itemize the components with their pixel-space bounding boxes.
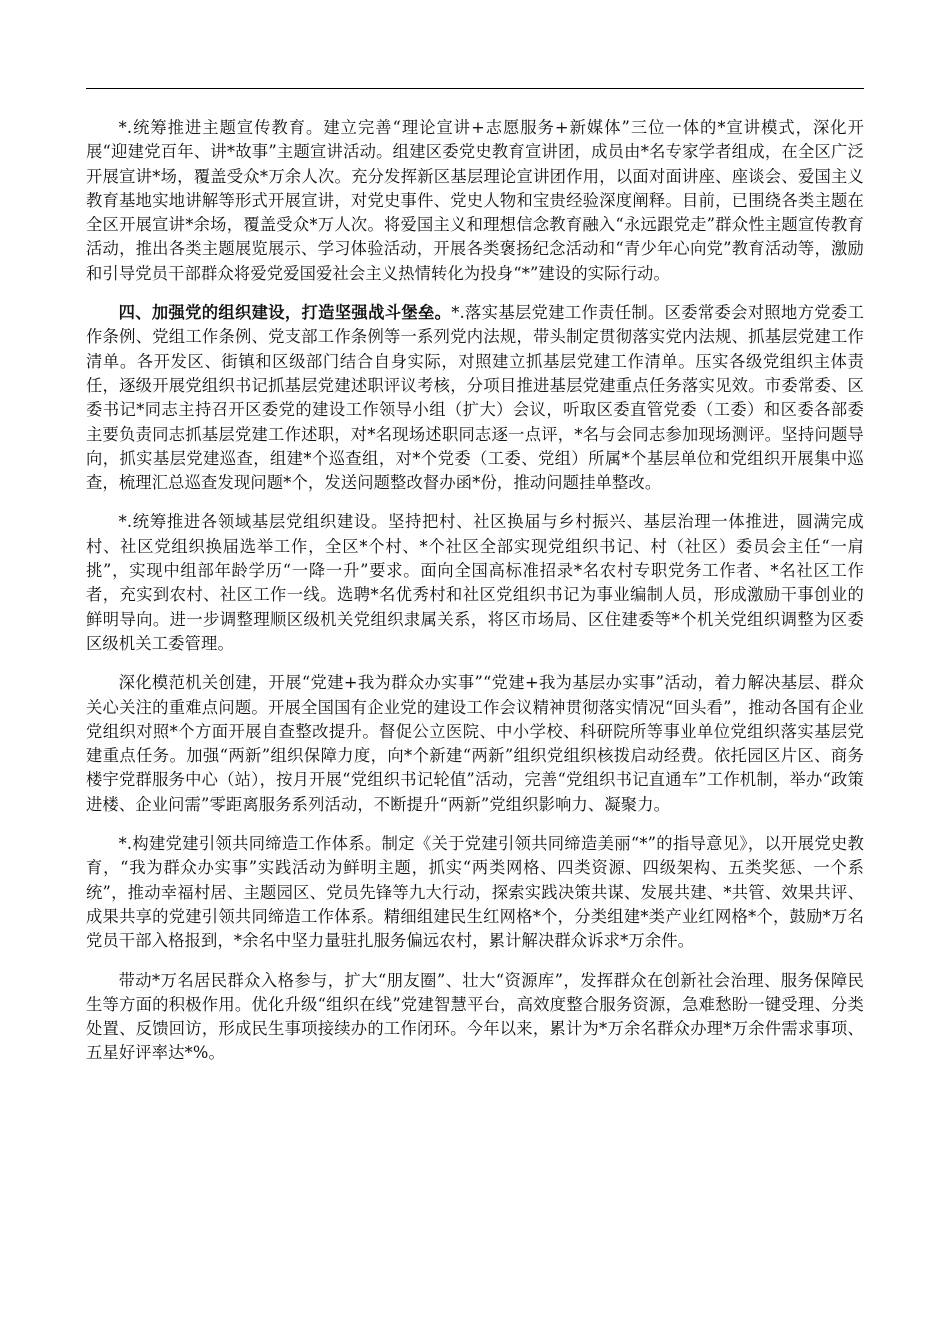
section-heading: 四、加强党的组织建设，打造坚强战斗堡垒。 — [118, 303, 452, 323]
paragraph-text: *.统筹推进各领域基层党组织建设。坚持把村、社区换届与乡村振兴、基层治理一体推进，圆满完成村、社区党组织换届选举工作，全区*个村、*个社区全部实现党组织书记、村（社区）委员会主任“一肩挑”，实现中组部年龄学历“一降一升”要求。面向全国高标准招录*名农村专职党务工作者、*名社区工作者，充实到农村、社区工作一线。选聘*名优秀村和社区党组织书记为事业编制人员，形成激励干事创业的鲜明导向。进一步调整理顺区级机关党组织隶属关系，将区市场局、区住建委等*个机关党组织调整为区委区级机关工委管理。 — [86, 512, 864, 653]
paragraph-grassroots-organizations — [86, 510, 864, 656]
paragraph-organization-building — [86, 301, 864, 495]
paragraph-text: *.统筹推进主题宣传教育。建立完善“理论宣讲+志愿服务+新媒体”三位一体的*宣讲模式，深化开展“迎建党百年、讲*故事”主题宣讲活动。组建区委党史教育宣讲团，成员由*名专家学者组成，在全区广泛开展宣讲*场，覆盖受众*万余人次。充分发挥新区基层理论宣讲团作用，以面对面讲座、座谈会、爱国主义教育基地实地讲解等形式开展宣讲，对党史事件、党史人物和宝贵经验深度阐释。目前，已围绕各类主题在全区开展宣讲*余场，覆盖受众*万人次。将爱国主义和理想信念教育融入“永远跟党走”群众性主题宣传教育活动，推出各类主题展览展示、学习体验活动，开展各类褒扬纪念活动和“青少年心向党”教育活动等，激励和引导党员干部群众将爱党爱国爱社会主义热情转化为投身“*”建设的实际行动。 — [86, 118, 864, 283]
document-body — [86, 116, 864, 1081]
paragraph-propaganda-education — [86, 116, 864, 286]
paragraph-co-creation-system — [86, 832, 864, 953]
paragraph-text: 深化模范机关创建，开展“党建+我为群众办实事”“党建+我为基层办实事”活动，着力解决基层、群众关心关注的重难点问题。开展全国国有企业党的建设工作会议精神贯彻落实情况“回头看”，推动各国有企业党组织对照*个方面开展自查整改提升。督促公立医院、中小学校、科研院所等事业单位党组织落实基层党建重点任务。加强“两新”组织保障力度，向*个新建“两新”组织党组织核拨启动经费。依托园区片区、商务楼宇党群服务中心（站），按月开展“党组织书记轮值”活动，完善“党组织书记直通车”工作机制，举办“政策进楼、企业问需”零距离服务系列活动，不断提升“两新”党组织影响力、凝聚力。 — [86, 673, 864, 814]
paragraph-model-institutions — [86, 671, 864, 817]
header-rule — [86, 88, 864, 89]
paragraph-text: *.落实基层党建工作责任制。区委常委会对照地方党委工作条例、党组工作条例、党支部工作条例等一系列党内法规，带头制定贯彻落实党内法规、抓基层党建工作清单。各开发区、街镇和区级部门结合自身实际，对照建立抓基层党建工作清单。压实各级党组织主体责任，逐级开展党组织书记抓基层党建述职评议考核，分项目推进基层党建重点任务落实见效。市委常委、区委书记*同志主持召开区委党的建设工作领导小组（扩大）会议，听取区委直管党委（工委）和区委各部委主要负责同志抓基层党建工作述职，对*名现场述职同志逐一点评，*名与会同志参加现场测评。坚持问题导向，抓实基层党建巡查，组建*个巡查组，对*个党委（工委、党组）所属*个基层单位和党组织开展集中巡查，梳理汇总巡查发现问题*个，发送问题整改督办函*份，推动问题挂单整改。 — [86, 303, 865, 493]
paragraph-text: 带动*万名居民群众入格参与，扩大“朋友圈”、壮大“资源库”，发挥群众在创新社会治理、服务保障民生等方面的积极作用。优化升级“组织在线”党建智慧平台，高效度整合服务资源，急难愁盼一键受理、分类处置、反馈回访，形成民生事项接续办的工作闭环。今年以来，累计为*万余名群众办理*万余件需求事项、五星好评率达*%。 — [86, 970, 864, 1063]
paragraph-resident-participation — [86, 969, 864, 1066]
paragraph-text: *.构建党建引领共同缔造工作体系。制定《关于党建引领共同缔造美丽“*”的指导意见》，以开展党史教育，“我为群众办实事”实践活动为鲜明主题，抓实“两类网格、四类资源、四级架构、五类奖惩、一个系统”，推动幸福村居、主题园区、党员先锋等九大行动，探索实践决策共谋、发展共建、*共管、效果共评、成果共享的党建引领共同缔造工作体系。精细组建民生红网格*个，分类组建*类产业红网格*个，鼓励*万名党员干部入格报到，*余名中坚力量驻扎服务偏远农村，累计解决群众诉求*万余件。 — [86, 834, 864, 951]
